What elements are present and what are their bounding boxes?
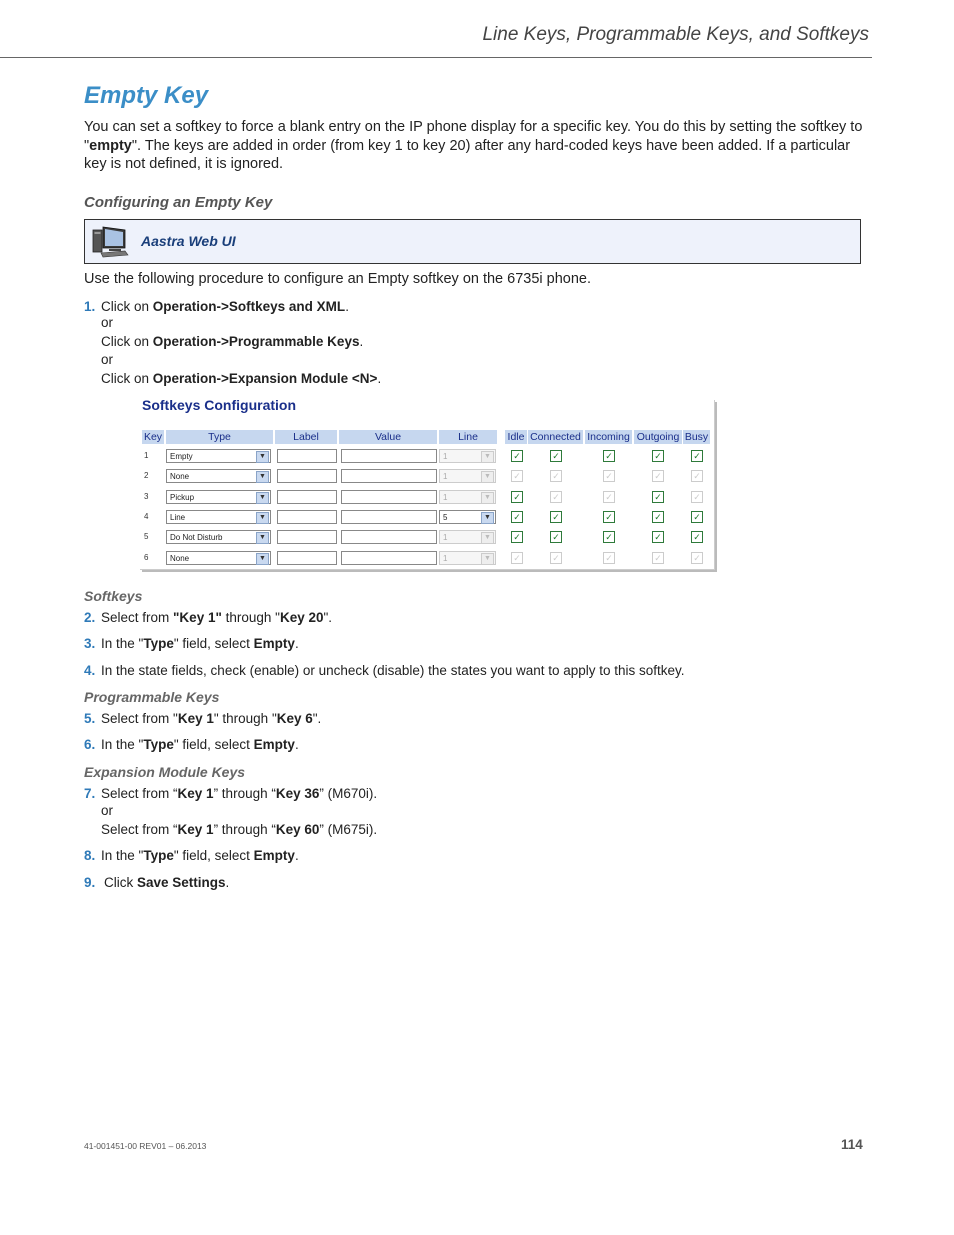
type-select[interactable] bbox=[166, 449, 271, 463]
step-1b: Click on Operation->Programmable Keys. bbox=[101, 334, 364, 349]
idle-checkbox[interactable]: ✓ bbox=[511, 531, 523, 543]
step-8: In the "Type" field, select Empty. bbox=[101, 848, 299, 863]
idle-checkbox[interactable]: ✓ bbox=[511, 511, 523, 523]
footer-doc-id: 41-001451-00 REV01 – 06.2013 bbox=[84, 1141, 207, 1151]
or-text: or bbox=[101, 803, 114, 818]
busy-checkbox[interactable]: ✓ bbox=[691, 552, 703, 564]
step-3: In the "Type" field, select Empty. bbox=[101, 636, 299, 651]
connected-checkbox[interactable]: ✓ bbox=[550, 511, 562, 523]
step-number: 1. bbox=[84, 299, 96, 314]
label-input[interactable] bbox=[277, 510, 337, 524]
key-number: 5 bbox=[144, 532, 149, 541]
line-select[interactable] bbox=[439, 469, 496, 483]
type-value: None bbox=[170, 472, 190, 481]
computer-icon bbox=[91, 224, 129, 258]
col-header-key: Key bbox=[143, 431, 163, 443]
outgoing-checkbox[interactable]: ✓ bbox=[652, 511, 664, 523]
step-number: 7. bbox=[84, 786, 96, 801]
outgoing-checkbox[interactable]: ✓ bbox=[652, 470, 664, 482]
step-1a: Click on Operation->Softkeys and XML. bbox=[101, 299, 349, 314]
col-header-label: Label bbox=[275, 430, 337, 444]
type-select[interactable] bbox=[166, 469, 271, 483]
type-select[interactable] bbox=[166, 510, 271, 524]
step-7b: Select from “Key 1” through “Key 60” (M675i). bbox=[101, 822, 378, 837]
step-7a: Select from “Key 1” through “Key 36” (M670i). bbox=[101, 786, 378, 801]
chevron-down-icon: ▼ bbox=[256, 492, 269, 504]
step-4: In the state fields, check (enable) or uncheck (disable) the states you want to apply to this softkey. bbox=[101, 663, 685, 678]
section-title: Empty Key bbox=[84, 82, 209, 109]
busy-checkbox[interactable]: ✓ bbox=[691, 470, 703, 482]
idle-checkbox[interactable]: ✓ bbox=[511, 450, 523, 462]
step-9: Click Save Settings. bbox=[104, 875, 230, 890]
type-select[interactable] bbox=[166, 530, 271, 544]
value-input[interactable] bbox=[341, 449, 437, 463]
procedure-intro: Use the following procedure to configure an Empty softkey on the 6735i phone. bbox=[84, 271, 592, 287]
outgoing-checkbox[interactable]: ✓ bbox=[652, 450, 664, 462]
programmable-keys-heading: Programmable Keys bbox=[84, 689, 220, 705]
line-value: 1 bbox=[443, 472, 448, 481]
line-select[interactable] bbox=[439, 510, 496, 524]
step-number: 8. bbox=[84, 848, 96, 863]
softkeys-configuration-panel bbox=[140, 397, 715, 570]
incoming-checkbox[interactable]: ✓ bbox=[603, 491, 615, 503]
intro-paragraph: You can set a softkey to force a blank entry on the IP phone display for a specific key. You do this by setting the softkey to "empty". The keys are added in order (from key 1 to key 20) after any hard-coded keys have been added. If a particular key is not defined, it is ignored. bbox=[84, 119, 863, 172]
chevron-down-icon: ▼ bbox=[481, 532, 494, 544]
config-title: Softkeys Configuration bbox=[142, 397, 297, 413]
connected-checkbox[interactable]: ✓ bbox=[550, 470, 562, 482]
line-select[interactable] bbox=[439, 449, 496, 463]
label-input[interactable] bbox=[277, 530, 337, 544]
incoming-checkbox[interactable]: ✓ bbox=[603, 531, 615, 543]
col-header-type: Type bbox=[166, 430, 273, 444]
line-value: 1 bbox=[443, 452, 448, 461]
type-value: Empty bbox=[170, 452, 193, 461]
outgoing-checkbox[interactable]: ✓ bbox=[652, 491, 664, 503]
step-1c: Click on Operation->Expansion Module <N>. bbox=[101, 371, 382, 386]
col-header-outgoing: Outgoing bbox=[634, 430, 682, 444]
busy-checkbox[interactable]: ✓ bbox=[691, 491, 703, 503]
subsection-title: Configuring an Empty Key bbox=[84, 194, 273, 211]
key-number: 1 bbox=[144, 451, 149, 460]
line-value: 1 bbox=[443, 493, 448, 502]
connected-checkbox[interactable]: ✓ bbox=[550, 531, 562, 543]
value-input[interactable] bbox=[341, 510, 437, 524]
step-6: In the "Type" field, select Empty. bbox=[101, 737, 299, 752]
web-ui-label: Aastra Web UI bbox=[141, 233, 236, 249]
type-value: Do Not Disturb bbox=[170, 533, 223, 542]
key-number: 3 bbox=[144, 492, 149, 501]
chevron-down-icon: ▼ bbox=[256, 553, 269, 565]
value-input[interactable] bbox=[341, 469, 437, 483]
line-select[interactable] bbox=[439, 551, 496, 565]
step-number: 2. bbox=[84, 610, 96, 625]
expansion-module-keys-heading: Expansion Module Keys bbox=[84, 764, 246, 780]
label-input[interactable] bbox=[277, 449, 337, 463]
step-number: 9. bbox=[84, 875, 96, 890]
key-number: 6 bbox=[144, 553, 149, 562]
key-number: 2 bbox=[144, 471, 149, 480]
step-number: 5. bbox=[84, 711, 96, 726]
value-input[interactable] bbox=[341, 551, 437, 565]
chevron-down-icon: ▼ bbox=[256, 451, 269, 463]
type-value: Pickup bbox=[170, 493, 195, 502]
idle-checkbox[interactable]: ✓ bbox=[511, 470, 523, 482]
connected-checkbox[interactable]: ✓ bbox=[550, 491, 562, 503]
value-input[interactable] bbox=[341, 530, 437, 544]
or-text: or bbox=[101, 315, 114, 330]
chevron-down-icon: ▼ bbox=[481, 451, 494, 463]
type-value: None bbox=[170, 554, 190, 563]
type-value: Line bbox=[170, 513, 186, 522]
col-header-incoming: Incoming bbox=[585, 430, 632, 444]
col-header-busy: Busy bbox=[684, 431, 709, 443]
line-value: 1 bbox=[443, 533, 448, 542]
incoming-checkbox[interactable]: ✓ bbox=[603, 552, 615, 564]
connected-checkbox[interactable]: ✓ bbox=[550, 552, 562, 564]
chevron-down-icon: ▼ bbox=[256, 512, 269, 524]
incoming-checkbox[interactable]: ✓ bbox=[603, 470, 615, 482]
outgoing-checkbox[interactable]: ✓ bbox=[652, 531, 664, 543]
busy-checkbox[interactable]: ✓ bbox=[691, 511, 703, 523]
label-input[interactable] bbox=[277, 551, 337, 565]
step-number: 4. bbox=[84, 663, 96, 678]
busy-checkbox[interactable]: ✓ bbox=[691, 450, 703, 462]
incoming-checkbox[interactable]: ✓ bbox=[603, 511, 615, 523]
chevron-down-icon: ▼ bbox=[256, 532, 269, 544]
connected-checkbox[interactable]: ✓ bbox=[550, 450, 562, 462]
or-text: or bbox=[101, 352, 114, 367]
softkeys-heading: Softkeys bbox=[84, 588, 143, 604]
col-header-line: Line bbox=[439, 430, 497, 444]
value-input[interactable] bbox=[341, 490, 437, 504]
label-input[interactable] bbox=[277, 490, 337, 504]
chevron-down-icon: ▼ bbox=[481, 471, 494, 483]
col-header-idle: Idle bbox=[505, 430, 527, 444]
chevron-down-icon: ▼ bbox=[481, 553, 494, 565]
web-ui-banner bbox=[84, 219, 861, 264]
idle-checkbox[interactable]: ✓ bbox=[511, 491, 523, 503]
key-number: 4 bbox=[144, 512, 149, 521]
type-select[interactable] bbox=[166, 551, 271, 565]
chevron-down-icon: ▼ bbox=[481, 492, 494, 504]
step-5: Select from "Key 1" through "Key 6". bbox=[101, 711, 322, 726]
page-number: 114 bbox=[841, 1137, 863, 1152]
col-header-connected: Connected bbox=[528, 430, 583, 444]
idle-checkbox[interactable]: ✓ bbox=[511, 552, 523, 564]
step-number: 3. bbox=[84, 636, 96, 651]
busy-checkbox[interactable]: ✓ bbox=[691, 531, 703, 543]
step-number: 6. bbox=[84, 737, 96, 752]
label-input[interactable] bbox=[277, 469, 337, 483]
col-header-value: Value bbox=[339, 430, 437, 444]
line-select[interactable] bbox=[439, 490, 496, 504]
header-divider bbox=[0, 57, 872, 58]
chevron-down-icon: ▼ bbox=[481, 512, 494, 524]
step-2: Select from "Key 1" through "Key 20". bbox=[101, 610, 333, 625]
line-value: 1 bbox=[443, 554, 448, 563]
chevron-down-icon: ▼ bbox=[256, 471, 269, 483]
incoming-checkbox[interactable]: ✓ bbox=[603, 450, 615, 462]
type-select[interactable] bbox=[166, 490, 271, 504]
line-select[interactable] bbox=[439, 530, 496, 544]
line-value: 5 bbox=[443, 513, 448, 522]
outgoing-checkbox[interactable]: ✓ bbox=[652, 552, 664, 564]
running-header: Line Keys, Programmable Keys, and Softkeys bbox=[482, 24, 869, 45]
